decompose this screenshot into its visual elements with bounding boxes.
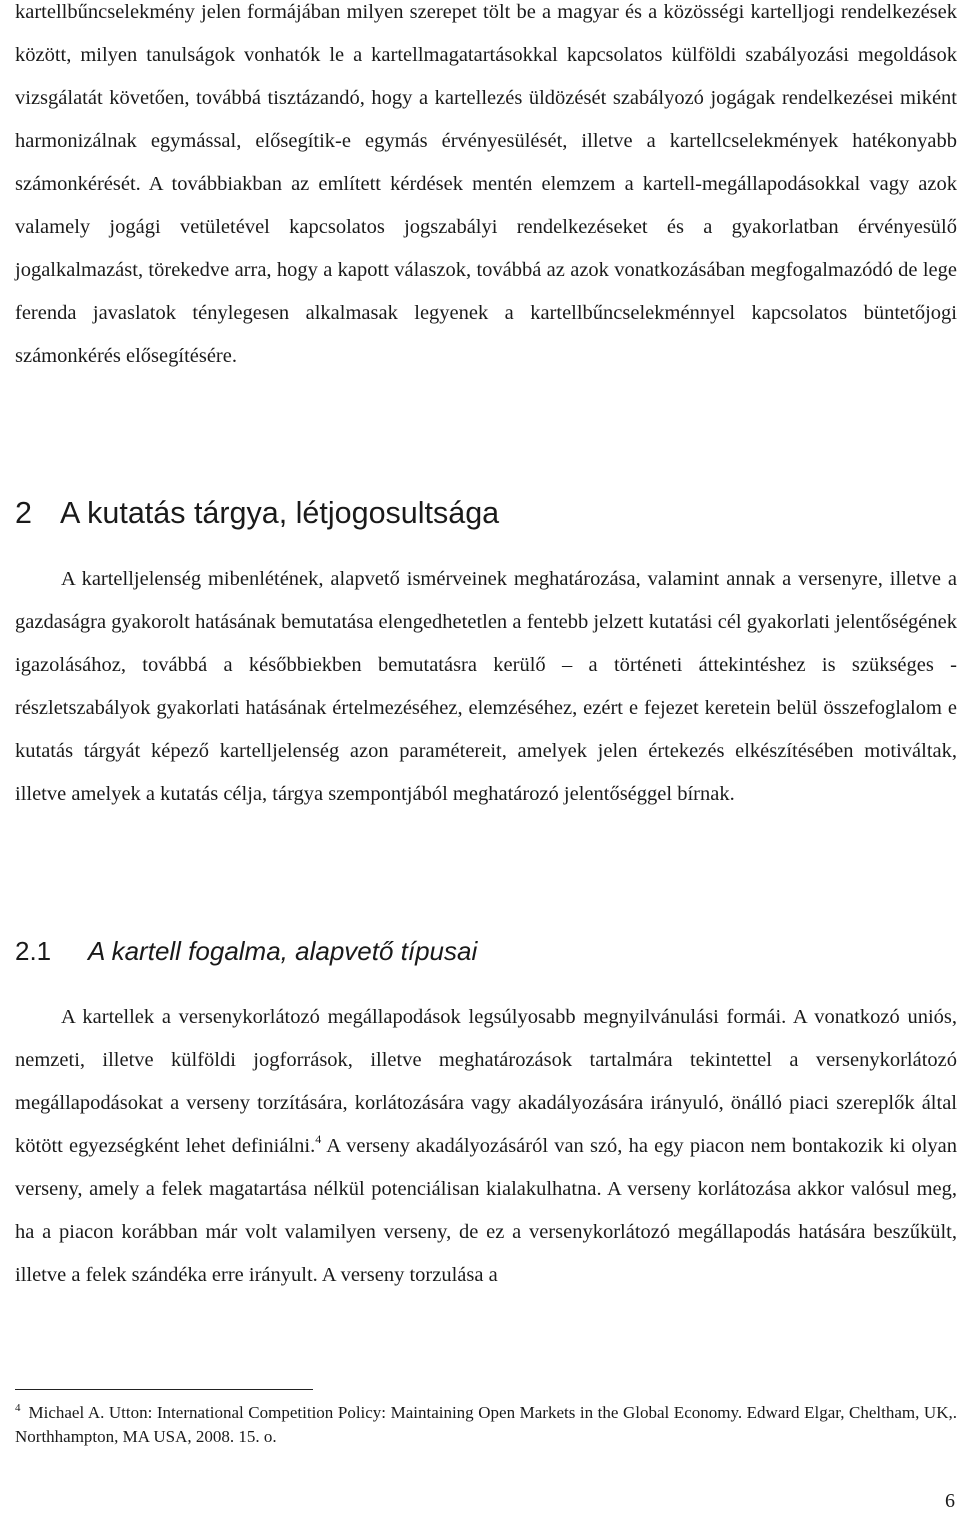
- footnote-separator: [15, 1389, 313, 1390]
- footnote-text: Michael A. Utton: International Competition Policy: Maintaining Open Markets in the Global Economy. Edward Elgar, Cheltham, UK,. Northhampton, MA USA, 2008. 15. o.: [15, 1403, 957, 1446]
- footnote-marker: 4: [15, 1402, 21, 1414]
- page-number: 6: [945, 1490, 955, 1512]
- section-number: 2: [15, 496, 32, 530]
- subsection-heading: [15, 928, 477, 974]
- section-body-paragraph: A kartelljelenség mibenlétének, alapvető ismérveinek meghatározása, valamint annak a versenyre, illetve a gazdaságra gyakorolt hatásának bemutatása elengedhetetlen a fentebb jelzett kutatási cél gyakorlati jelentőségének igazolásához, továbbá a későbbiekben bemutatásra kerülő – a történeti áttekintéshez is szükséges - részletszabályok gyakorlati hatásának értelmezéséhez, elemzéséhez, ezért e fejezet keretein belül összefoglalom e kutatás tárgyát képező kartelljelenség azon paramétereit, amelyek jelen értekezés elkészítésében motiváltak, illetve amelyek a kutatás célja, tárgya szempontjából meghatározó jelentőséggel bírnak.: [15, 568, 957, 805]
- subsection-number: 2.1: [15, 936, 52, 966]
- subsection-body-paragraph: [15, 996, 957, 1297]
- subsection-body-part1: A kartellek a versenykorlátozó megállapodások legsúlyosabb megnyilvánulási formái. A vonatkozó uniós, nemzeti, illetve külföldi jogforrások, illetve meghatározások tartalmára tekintettel a versenykorlátozó megállapodásokat a verseny torzítására, korlátozására vagy akadályozására irányuló, önálló piaci szereplők által kötött egyezségként lehet definiálni.: [15, 1006, 957, 1157]
- body-paragraph-intro: kartellbűncselekmény jelen formájában milyen szerepet tölt be a magyar és a közösségi kartelljogi rendelkezések között, milyen tanulságok vonhatók le a kartellmagatartásokkal kapcsolatos külföldi szabályozási megoldások vizsgálatát követően, továbbá tisztázandó, hogy a kartellezés üldözését szabályozó jogágak rendelkezései miként harmonizálnak egymással, elősegítik-e egymás érvényesülését, illetve a kartellcselekmények hatékonyabb számonkérését. A továbbiakban az említett kérdések mentén elemzem a kartell-megállapodásokkal vagy azok valamely jogági vetületével kapcsolatos jogszabályi rendelkezéseket és a gyakorlatban érvényesülő jogalkalmazást, törekedve arra, hogy a kapott válaszok, továbbá az azok vonatkozásában megfogalmazódó de lege ferenda javaslatok ténylegesen alkalmasak legyenek a kartellbűncselekménnyel kapcsolatos büntetőjogi számonkérés elősegítésére.: [15, 1, 957, 367]
- subsection-body-part2: A verseny akadályozásáról van szó, ha egy piacon nem bontakozik ki olyan verseny, amely a felek magatartása nélkül potenciálisan kialakulhatna. A verseny korlátozása akkor valósul meg, ha a piacon korábban már volt valamilyen verseny, de ez a versenykorlátozó megállapodás hatására beszűkült, illetve a felek szándéka erre irányult. A verseny torzulása a: [15, 1135, 957, 1286]
- section-heading: [15, 488, 499, 538]
- section-title: A kutatás tárgya, létjogosultsága: [60, 496, 500, 530]
- footnote: [15, 1401, 957, 1449]
- footnote-reference[interactable]: 4: [315, 1132, 322, 1146]
- subsection-title: A kartell fogalma, alapvető típusai: [88, 936, 478, 966]
